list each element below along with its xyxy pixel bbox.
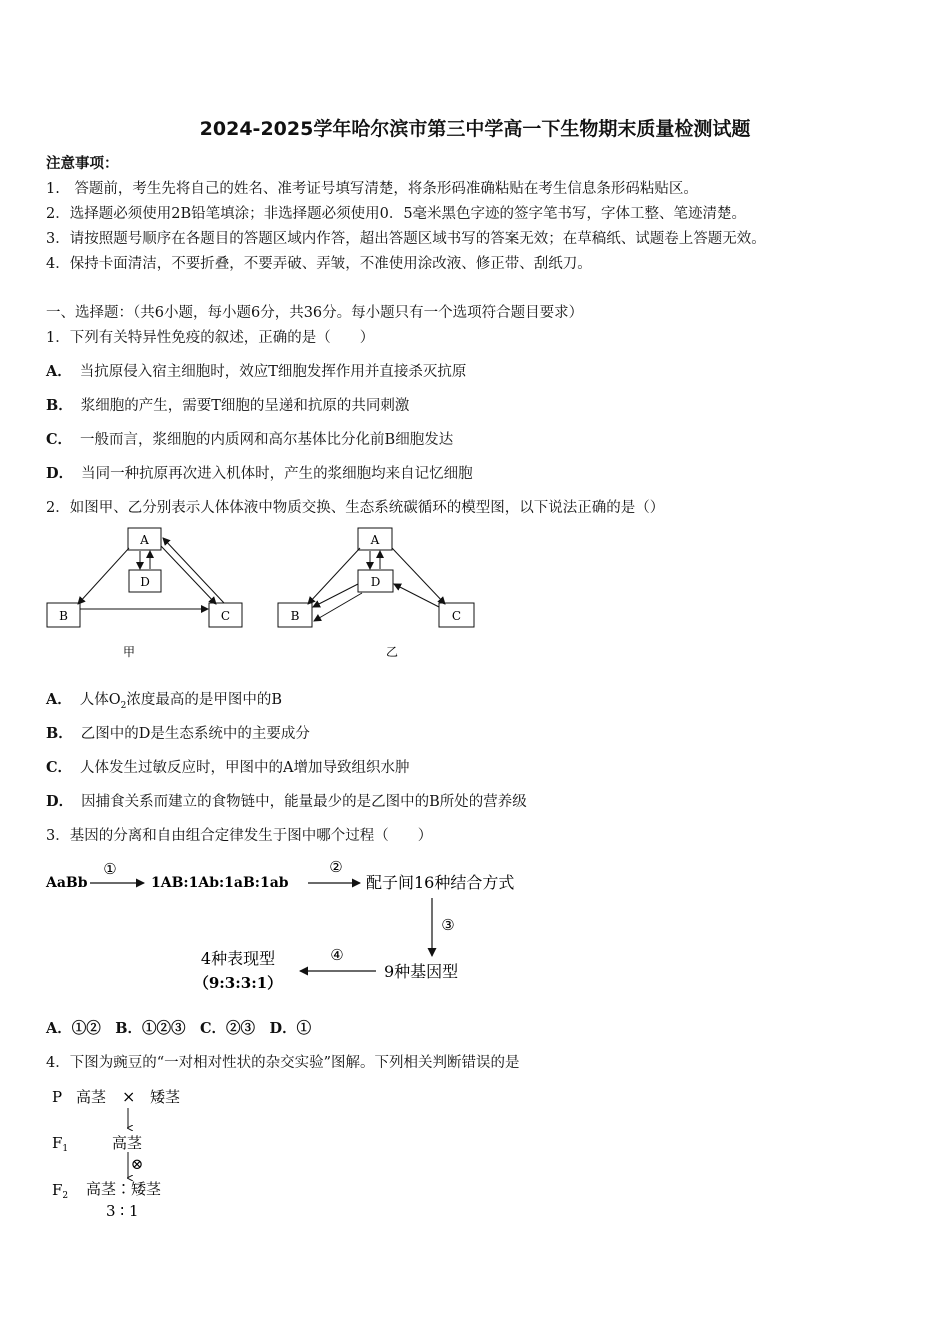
q3-options: A．①② B．①②③ C．②③ D．① xyxy=(46,1020,312,1037)
cross-p-tall: 高茎 xyxy=(76,1088,107,1106)
flow-combos: 配子间16种结合方式 xyxy=(366,873,515,892)
flow-genotypes: 9种基因型 xyxy=(384,962,459,981)
q1-option-d: D． 当同一种抗原再次进入机体时，产生的浆细胞均来自记忆细胞 xyxy=(46,465,473,482)
cross-f2: $F_2$ xyxy=(52,1181,69,1201)
jia-label-d: D xyxy=(140,575,150,589)
notice-item-4: 4．保持卡面清洁，不要折叠，不要弄破、弄皱，不准使用涂改液、修正带、刮纸刀。 xyxy=(46,256,592,272)
flow-step-3: ③ xyxy=(441,916,455,934)
flow-phenotypes: 4种表现型 xyxy=(200,949,276,968)
yi-label-c: C xyxy=(451,609,462,623)
caption-jia: 甲 xyxy=(122,645,136,659)
notice-item-3: 3．请按照题号顺序在各题目的答题区域内作答，超出答题区域书写的答案无效；在草稿纸、试题卷上答题无效。 xyxy=(46,231,766,247)
flow-ratio: （9:3:3:1） xyxy=(193,974,283,992)
cross-selfing: ⊗ xyxy=(130,1155,144,1173)
q2-option-a: A． 人体$O_2$浓度最高的是甲图中的B xyxy=(46,691,283,711)
yi-label-b: B xyxy=(290,609,300,623)
cross-p: P xyxy=(52,1088,63,1106)
q1-stem: 1．下列有关特异性免疫的叙述，正确的是（ ） xyxy=(46,330,375,346)
q4-cross-diagram xyxy=(40,1078,240,1228)
flow-step-1: ① xyxy=(103,860,117,878)
cross-f1: $F_1$ xyxy=(52,1134,69,1154)
q2-diagrams xyxy=(40,520,490,670)
notice-item-1: 1. 答题前，考生先将自己的姓名、准考证号填写清楚，将条形码准确粘贴在考生信息条形码粘贴区。 xyxy=(46,181,698,197)
cross-f2-phenotypes: 高茎∶矮茎 xyxy=(86,1180,162,1198)
q2-stem: 2．如图甲、乙分别表示人体体液中物质交换、生态系统碳循环的模型图，以下说法正确的是（） xyxy=(46,500,665,516)
q2-option-b: B． 乙图中的D是生态系统中的主要成分 xyxy=(46,725,310,742)
q1-option-b: B． 浆细胞的产生，需要T细胞的呈递和抗原的共同刺激 xyxy=(46,397,410,414)
jia-label-c: C xyxy=(220,609,231,623)
caption-yi: 乙 xyxy=(385,645,399,659)
q2-option-c: C． 人体发生过敏反应时，甲图中的A增加导致组织水肿 xyxy=(46,759,410,776)
flow-step-2: ② xyxy=(329,858,343,876)
q1-option-a: A． 当抗原侵入宿主细胞时，效应T细胞发挥作用并直接杀灭抗原 xyxy=(46,363,467,380)
q3-stem: 3．基因的分离和自由组合定律发生于图中哪个过程（ ） xyxy=(46,828,433,844)
yi-label-d: D xyxy=(370,575,381,589)
cross-times: × xyxy=(122,1087,136,1106)
notice-item-2: 2．选择题必须使用2B铅笔填涂；非选择题必须使用0．5毫米黑色字迹的签字笔书写，字体工整、笔迹清楚。 xyxy=(46,206,747,222)
section-heading: 一、选择题：（共6小题，每小题6分，共36分。每小题只有一个选项符合题目要求） xyxy=(46,305,584,321)
cross-f2-ratio: 3 ∶ 1 xyxy=(106,1202,139,1220)
cross-f1-phenotype: 高茎 xyxy=(112,1134,143,1152)
q2-option-d: D． 因捕食关系而建立的食物链中，能量最少的是乙图中的B所处的营养级 xyxy=(46,793,527,810)
page-title: 2024-2025学年哈尔滨市第三中学高一下生物期末质量检测试题 xyxy=(199,118,751,140)
flow-start: AaBb xyxy=(46,875,88,891)
jia-label-a: A xyxy=(140,533,149,547)
q1-option-c: C． 一般而言，浆细胞的内质网和高尔基体比分化前B细胞发达 xyxy=(46,431,454,448)
q3-flow-diagram xyxy=(40,850,540,1000)
q4-stem: 4．下图为豌豆的“一对相对性状的杂交实验”图解。下列相关判断错误的是 xyxy=(46,1055,520,1071)
cross-p-dwarf: 矮茎 xyxy=(150,1088,181,1106)
flow-step-4: ④ xyxy=(330,946,344,964)
notice-heading: 注意事项： xyxy=(46,155,119,172)
flow-gametes: 1AB:1Ab:1aB:1ab xyxy=(151,875,289,891)
yi-label-a: A xyxy=(370,533,380,547)
jia-label-b: B xyxy=(59,609,68,623)
